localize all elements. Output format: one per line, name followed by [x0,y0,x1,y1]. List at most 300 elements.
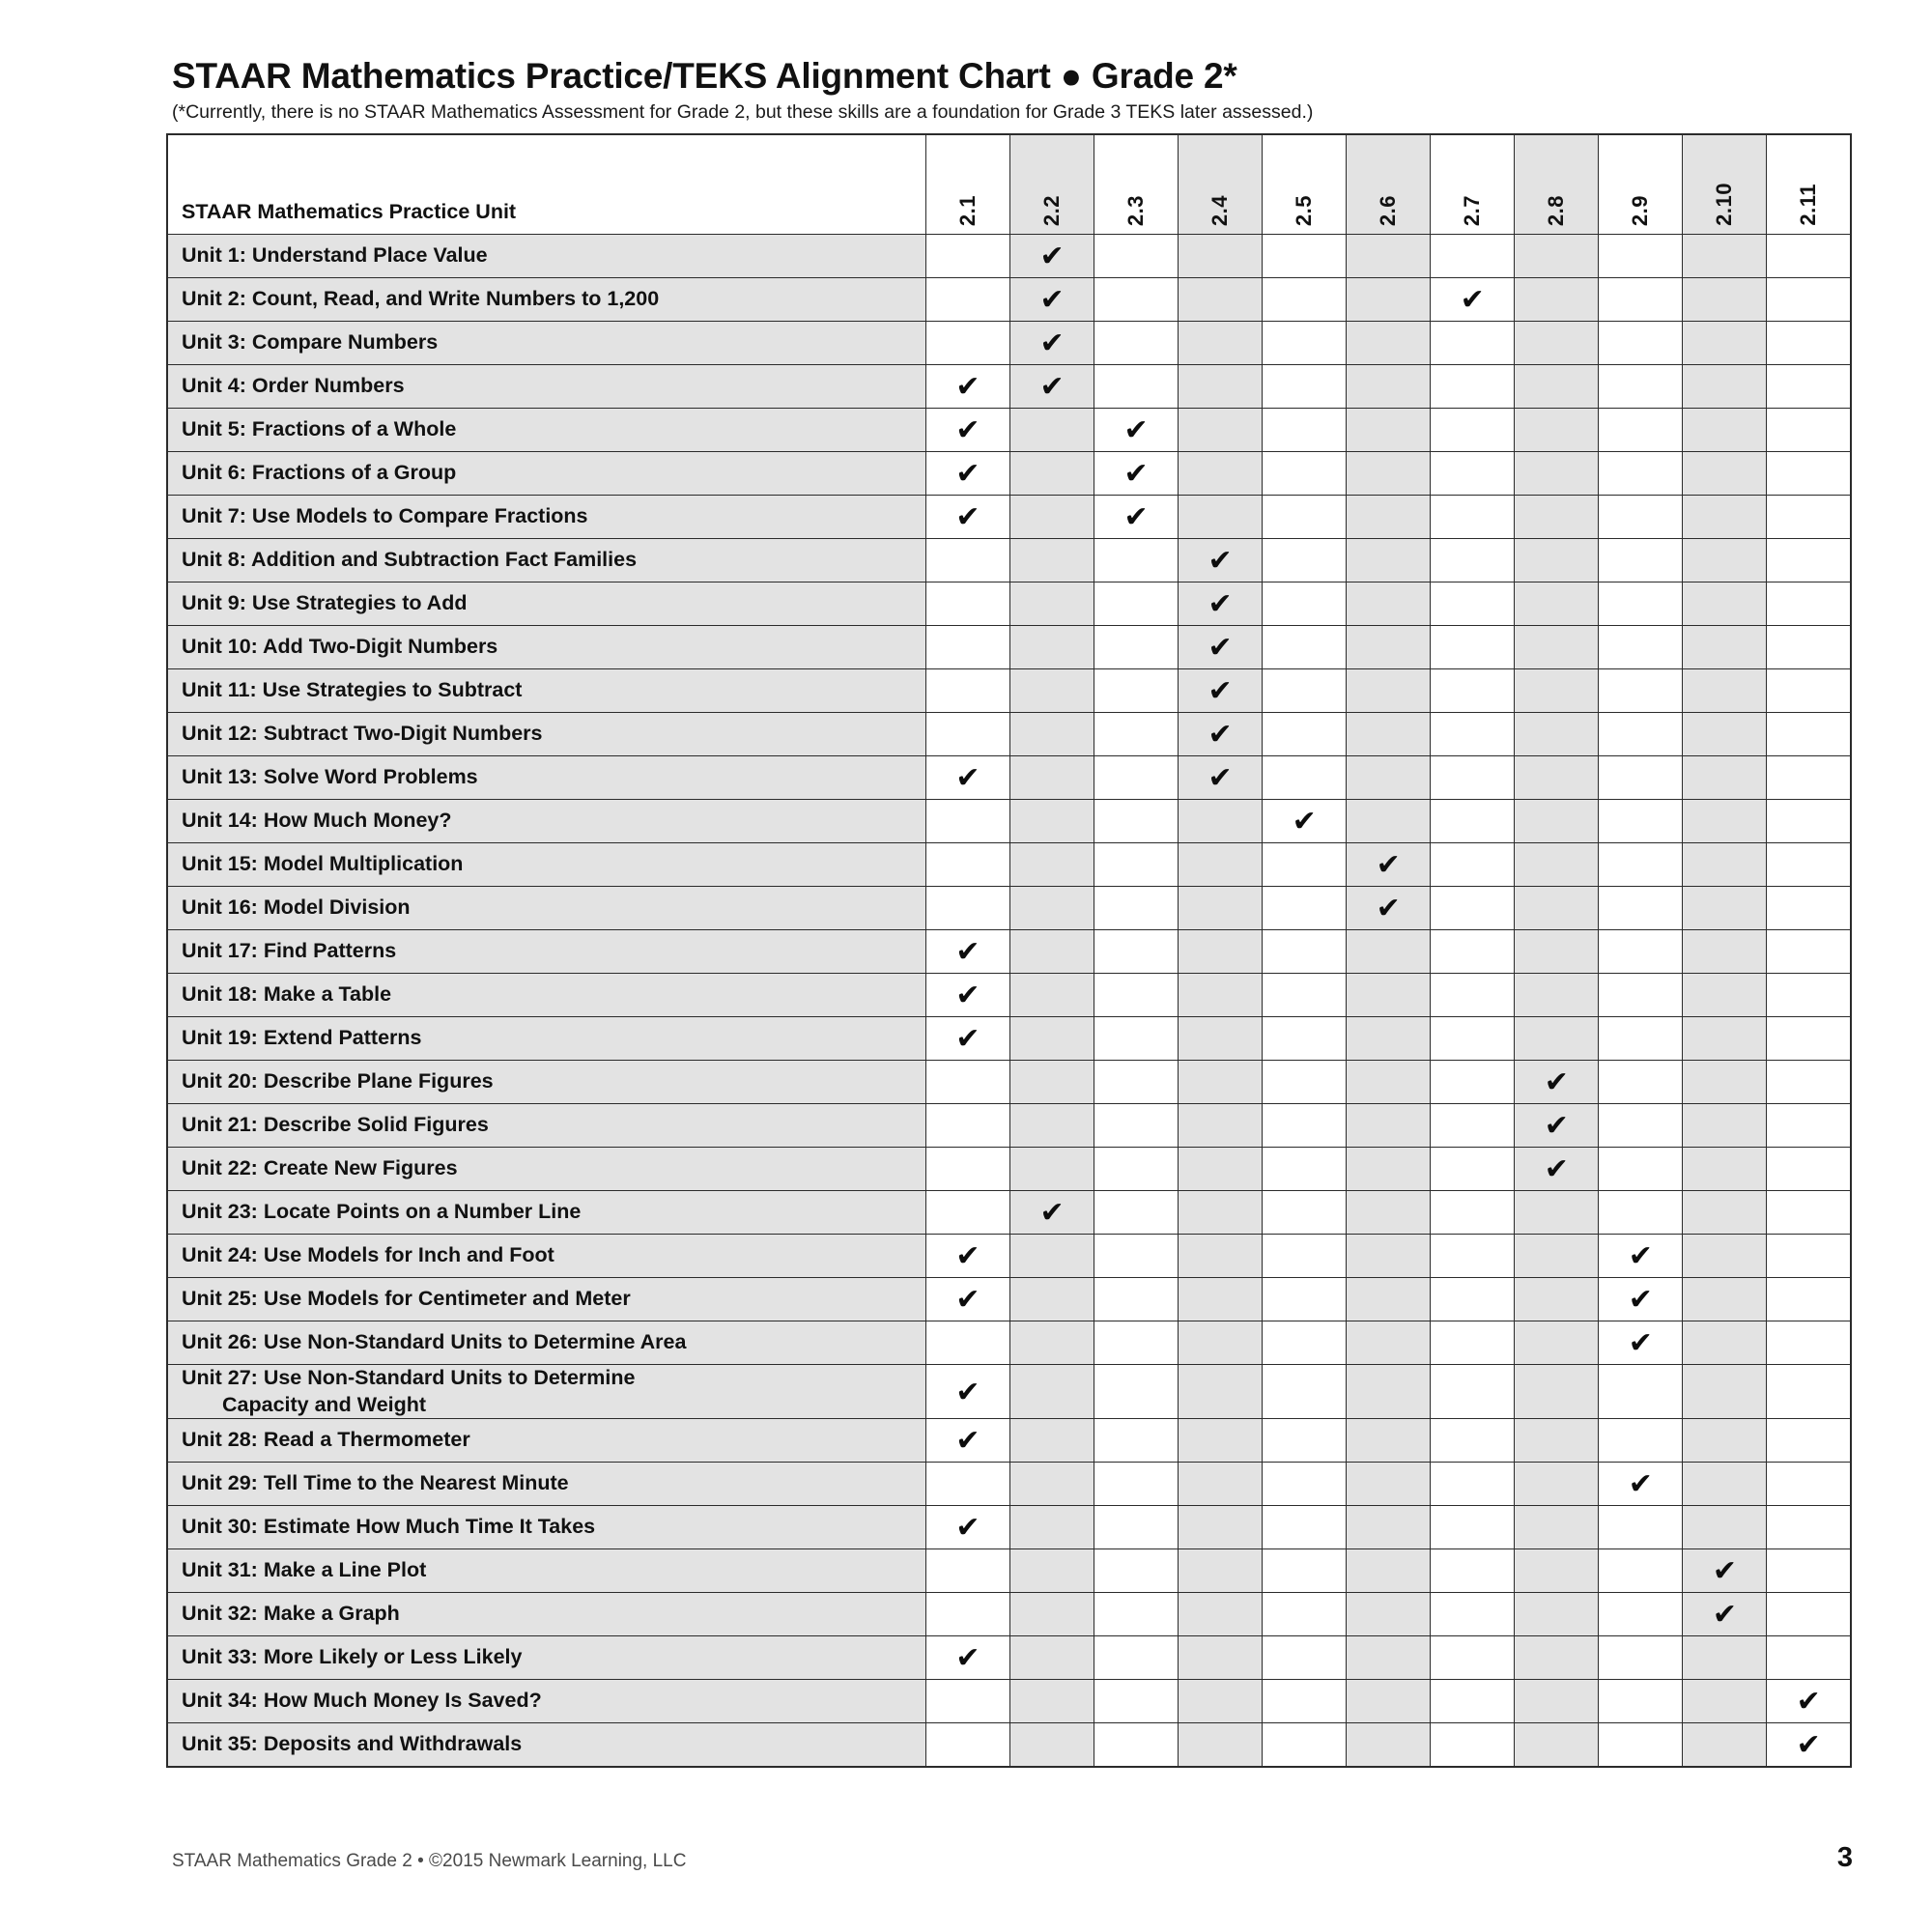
empty-cell [1009,1419,1094,1463]
empty-cell [1094,1723,1179,1768]
empty-cell [1515,1278,1599,1321]
empty-cell [1009,1235,1094,1278]
unit-label-cell [167,843,925,887]
empty-cell [1263,1321,1347,1365]
unit-label-cell [167,756,925,800]
empty-cell [1767,539,1851,582]
table-row [167,1104,1851,1148]
empty-cell [1515,713,1599,756]
column-header-teks-2-11 [1767,134,1851,235]
empty-cell [1263,1680,1347,1723]
empty-cell [1767,1593,1851,1636]
unit-label-text: Unit 32: Make a Graph [182,1602,400,1626]
empty-cell [1179,452,1263,496]
empty-cell [1599,843,1683,887]
empty-cell [1515,539,1599,582]
checkmark-icon: ✔ [1208,761,1233,795]
empty-cell [1094,1680,1179,1723]
empty-cell [1599,800,1683,843]
table-row [167,1463,1851,1506]
checkmark-icon: ✔ [1544,1065,1569,1099]
table-row [167,1148,1851,1191]
table-row [167,235,1851,278]
table-row [167,322,1851,365]
empty-cell [1767,409,1851,452]
empty-cell [1179,1104,1263,1148]
empty-cell [1599,1593,1683,1636]
unit-label-text: Unit 29: Tell Time to the Nearest Minute [182,1471,569,1495]
empty-cell [1263,452,1347,496]
empty-cell [1515,1636,1599,1680]
empty-cell [1347,930,1431,974]
empty-cell [1009,1506,1094,1549]
unit-label-text: Unit 31: Make a Line Plot [182,1558,427,1582]
empty-cell [1767,843,1851,887]
empty-cell [1009,1680,1094,1723]
column-header-teks-2-3 [1094,134,1179,235]
empty-cell [1094,1365,1179,1419]
empty-cell [1179,1148,1263,1191]
empty-cell [1767,713,1851,756]
empty-cell [1683,409,1767,452]
unit-label-cell [167,626,925,669]
empty-cell [1094,582,1179,626]
checkmark-cell [1683,1593,1767,1636]
unit-label-text: Unit 15: Model Multiplication [182,852,464,876]
empty-cell [1263,1419,1347,1463]
empty-cell [925,1148,1009,1191]
column-header-teks-2-5 [1263,134,1347,235]
empty-cell [925,278,1009,322]
empty-cell [1431,1321,1515,1365]
empty-cell [1094,1104,1179,1148]
checkmark-icon: ✔ [1039,283,1065,317]
empty-cell [1767,974,1851,1017]
empty-cell [1263,1549,1347,1593]
empty-cell [1683,1061,1767,1104]
empty-cell [925,1680,1009,1723]
unit-label-text: Unit 2: Count, Read, and Write Numbers to 1,200 [182,287,660,311]
empty-cell [1094,1191,1179,1235]
empty-cell [1683,713,1767,756]
checkmark-cell [1009,322,1094,365]
checkmark-cell [1094,496,1179,539]
empty-cell [1767,887,1851,930]
checkmark-cell [1431,278,1515,322]
table-row [167,1191,1851,1235]
empty-cell [1431,496,1515,539]
empty-cell [1347,1636,1431,1680]
empty-cell [1431,756,1515,800]
page-number: 3 [1836,1842,1853,1873]
column-header-teks-2-6 [1347,134,1431,235]
empty-cell [1767,1549,1851,1593]
checkmark-cell [1009,278,1094,322]
table-row [167,713,1851,756]
empty-cell [1009,626,1094,669]
empty-cell [1431,582,1515,626]
empty-cell [1347,365,1431,409]
checkmark-icon: ✔ [1208,587,1233,621]
checkmark-icon: ✔ [1376,892,1401,925]
empty-cell [1347,278,1431,322]
unit-label-cell [167,1723,925,1768]
empty-cell [1683,1463,1767,1506]
checkmark-icon: ✔ [955,1424,980,1459]
empty-cell [925,626,1009,669]
checkmark-cell [1009,365,1094,409]
empty-cell [1347,1017,1431,1061]
empty-cell [1263,539,1347,582]
empty-cell [1263,582,1347,626]
empty-cell [1767,235,1851,278]
empty-cell [1179,887,1263,930]
empty-cell [1263,1723,1347,1768]
empty-cell [1431,713,1515,756]
empty-cell [1179,409,1263,452]
empty-cell [1767,1235,1851,1278]
checkmark-cell [1179,713,1263,756]
empty-cell [1009,1278,1094,1321]
empty-cell [1263,887,1347,930]
empty-cell [1347,756,1431,800]
empty-cell [1767,1365,1851,1419]
unit-label-cell [167,1278,925,1321]
empty-cell [1599,235,1683,278]
empty-cell [1599,626,1683,669]
empty-cell [1767,756,1851,800]
unit-label-text-line2: Capacity and Weight [222,1392,427,1416]
checkmark-cell [925,1506,1009,1549]
empty-cell [1683,1723,1767,1768]
unit-label-text: Unit 23: Locate Points on a Number Line [182,1200,582,1224]
empty-cell [1431,1419,1515,1463]
empty-cell [1179,974,1263,1017]
checkmark-icon: ✔ [1039,240,1065,273]
checkmark-cell [925,756,1009,800]
empty-cell [1263,1463,1347,1506]
empty-cell [1683,1506,1767,1549]
unit-label-text: Unit 25: Use Models for Centimeter and Meter [182,1287,631,1311]
unit-label-text: Unit 14: How Much Money? [182,809,452,833]
checkmark-cell [925,365,1009,409]
column-header-unit: STAAR Mathematics Practice Unit [167,134,925,235]
empty-cell [1263,626,1347,669]
empty-cell [1009,1723,1094,1768]
empty-cell [1431,1061,1515,1104]
empty-cell [925,1463,1009,1506]
empty-cell [1683,1321,1767,1365]
checkmark-icon: ✔ [1208,544,1233,578]
empty-cell [1094,1549,1179,1593]
empty-cell [1431,1365,1515,1419]
empty-cell [1431,669,1515,713]
empty-cell [1263,1061,1347,1104]
table-row [167,1235,1851,1278]
table-header [167,134,1851,235]
empty-cell [1599,539,1683,582]
empty-cell [1179,1235,1263,1278]
checkmark-cell [1263,800,1347,843]
checkmark-icon: ✔ [1628,1239,1653,1273]
empty-cell [1431,843,1515,887]
empty-cell [1094,1636,1179,1680]
empty-cell [1431,1191,1515,1235]
empty-cell [925,322,1009,365]
empty-cell [1683,582,1767,626]
empty-cell [1683,1680,1767,1723]
empty-cell [1347,1321,1431,1365]
unit-label-text: Unit 6: Fractions of a Group [182,461,457,485]
checkmark-cell [1094,452,1179,496]
empty-cell [1515,1191,1599,1235]
empty-cell [1431,409,1515,452]
checkmark-icon: ✔ [1208,718,1233,752]
checkmark-cell [925,1636,1009,1680]
empty-cell [1347,496,1431,539]
unit-label-text: Unit 18: Make a Table [182,982,392,1007]
empty-cell [1515,800,1599,843]
unit-label-text: Unit 16: Model Division [182,895,411,920]
empty-cell [1515,1321,1599,1365]
empty-cell [1767,1506,1851,1549]
empty-cell [1179,1593,1263,1636]
unit-label-text: Unit 19: Extend Patterns [182,1026,422,1050]
empty-cell [1347,1680,1431,1723]
empty-cell [1263,278,1347,322]
unit-label-text: Unit 8: Addition and Subtraction Fact Families [182,548,638,572]
unit-label-cell [167,1549,925,1593]
empty-cell [1431,1463,1515,1506]
empty-cell [1009,409,1094,452]
empty-cell [1767,1463,1851,1506]
checkmark-icon: ✔ [1628,1326,1653,1360]
empty-cell [1683,1419,1767,1463]
unit-label-cell [167,1061,925,1104]
empty-cell [925,1321,1009,1365]
column-header-teks-2-4 [1179,134,1263,235]
unit-label-cell [167,800,925,843]
empty-cell [1179,1636,1263,1680]
empty-cell [1094,1017,1179,1061]
unit-label-text: Unit 30: Estimate How Much Time It Takes [182,1515,596,1539]
empty-cell [1683,1104,1767,1148]
checkmark-icon: ✔ [955,370,980,404]
page-subtitle: (*Currently, there is no STAAR Mathematics Assessment for Grade 2, but these skills are a foundation for Grade 3 TEKS later assessed.) [172,101,1314,124]
checkmark-cell [925,1365,1009,1419]
empty-cell [1767,1017,1851,1061]
empty-cell [1009,843,1094,887]
unit-label-text: Unit 7: Use Models to Compare Fractions [182,504,588,528]
empty-cell [1347,322,1431,365]
unit-label-cell [167,1506,925,1549]
checkmark-icon: ✔ [1123,500,1149,534]
empty-cell [1683,496,1767,539]
empty-cell [1599,1148,1683,1191]
table-row [167,278,1851,322]
table-row [167,1321,1851,1365]
empty-cell [1347,1419,1431,1463]
empty-cell [1179,1463,1263,1506]
empty-cell [1009,1321,1094,1365]
checkmark-cell [925,1017,1009,1061]
teks-label: 2.10 [1712,183,1737,226]
empty-cell [1599,1017,1683,1061]
empty-cell [1009,539,1094,582]
empty-cell [1347,1191,1431,1235]
checkmark-icon: ✔ [955,500,980,534]
checkmark-icon: ✔ [1460,283,1485,317]
column-header-teks-2-2 [1009,134,1094,235]
empty-cell [1179,1321,1263,1365]
column-header-teks-2-10 [1683,134,1767,235]
empty-cell [1431,930,1515,974]
checkmark-cell [925,452,1009,496]
empty-cell [1431,539,1515,582]
empty-cell [1431,1017,1515,1061]
table-row [167,582,1851,626]
unit-label-cell [167,278,925,322]
alignment-chart-container [166,133,1852,1768]
empty-cell [1683,800,1767,843]
unit-label-cell [167,365,925,409]
checkmark-icon: ✔ [955,1239,980,1273]
checkmark-icon: ✔ [1376,848,1401,882]
table-row [167,1636,1851,1680]
empty-cell [1009,1148,1094,1191]
empty-cell [1683,1148,1767,1191]
unit-label-text: Unit 13: Solve Word Problems [182,765,478,789]
checkmark-cell [1767,1723,1851,1768]
empty-cell [1599,1419,1683,1463]
checkmark-icon: ✔ [1628,1467,1653,1502]
empty-cell [1179,1723,1263,1768]
empty-cell [1431,235,1515,278]
empty-cell [1179,1191,1263,1235]
empty-cell [925,1549,1009,1593]
unit-label-text: Unit 1: Understand Place Value [182,243,488,268]
empty-cell [1009,1017,1094,1061]
empty-cell [1263,1104,1347,1148]
unit-label-cell [167,887,925,930]
empty-cell [1599,496,1683,539]
empty-cell [1347,1104,1431,1148]
empty-cell [1094,1235,1179,1278]
empty-cell [1009,974,1094,1017]
checkmark-cell [1009,235,1094,278]
empty-cell [925,1191,1009,1235]
empty-cell [1263,1506,1347,1549]
unit-label-cell [167,1463,925,1506]
checkmark-cell [1515,1061,1599,1104]
empty-cell [1347,1463,1431,1506]
empty-cell [1009,756,1094,800]
empty-cell [1683,1278,1767,1321]
unit-label-text: Unit 9: Use Strategies to Add [182,591,468,615]
empty-cell [1599,1723,1683,1768]
checkmark-cell [925,930,1009,974]
empty-cell [1094,713,1179,756]
empty-cell [1767,626,1851,669]
empty-cell [1767,452,1851,496]
empty-cell [1599,713,1683,756]
checkmark-icon: ✔ [955,761,980,795]
empty-cell [1599,887,1683,930]
checkmark-cell [925,409,1009,452]
empty-cell [1347,1723,1431,1768]
checkmark-cell [1599,1278,1683,1321]
empty-cell [1179,1549,1263,1593]
empty-cell [1179,1419,1263,1463]
empty-cell [1515,887,1599,930]
empty-cell [1431,1104,1515,1148]
empty-cell [1431,1680,1515,1723]
empty-cell [1263,669,1347,713]
unit-label-cell [167,452,925,496]
empty-cell [1599,1104,1683,1148]
table-body [167,235,1851,1768]
table-row [167,1278,1851,1321]
table-row [167,800,1851,843]
checkmark-icon: ✔ [955,1283,980,1317]
table-row [167,365,1851,409]
checkmark-cell [1179,626,1263,669]
checkmark-cell [1515,1148,1599,1191]
table-row [167,1680,1851,1723]
unit-label-text: Unit 10: Add Two-Digit Numbers [182,635,498,659]
empty-cell [1094,1506,1179,1549]
empty-cell [1179,1506,1263,1549]
checkmark-icon: ✔ [955,413,980,447]
unit-label-cell [167,496,925,539]
empty-cell [1683,452,1767,496]
empty-cell [1515,1593,1599,1636]
empty-cell [1431,1278,1515,1321]
table-row [167,1549,1851,1593]
empty-cell [1599,1365,1683,1419]
checkmark-cell [1179,669,1263,713]
empty-cell [1767,582,1851,626]
empty-cell [1347,452,1431,496]
empty-cell [1094,365,1179,409]
empty-cell [1431,1235,1515,1278]
empty-cell [1263,496,1347,539]
empty-cell [1347,713,1431,756]
empty-cell [1179,1278,1263,1321]
empty-cell [1599,409,1683,452]
unit-label-text: Unit 11: Use Strategies to Subtract [182,678,523,702]
empty-cell [1515,669,1599,713]
checkmark-cell [1094,409,1179,452]
table-row [167,974,1851,1017]
empty-cell [1179,496,1263,539]
empty-cell [1094,1278,1179,1321]
empty-cell [1094,1061,1179,1104]
empty-cell [1263,1017,1347,1061]
empty-cell [1179,1365,1263,1419]
unit-label-cell [167,1321,925,1365]
empty-cell [1431,626,1515,669]
checkmark-icon: ✔ [955,1511,980,1546]
unit-label-text: Unit 24: Use Models for Inch and Foot [182,1243,554,1267]
empty-cell [1009,930,1094,974]
empty-cell [925,539,1009,582]
empty-cell [1515,1365,1599,1419]
empty-cell [1599,365,1683,409]
empty-cell [1347,409,1431,452]
empty-cell [1683,930,1767,974]
unit-label-text: Unit 35: Deposits and Withdrawals [182,1732,523,1756]
